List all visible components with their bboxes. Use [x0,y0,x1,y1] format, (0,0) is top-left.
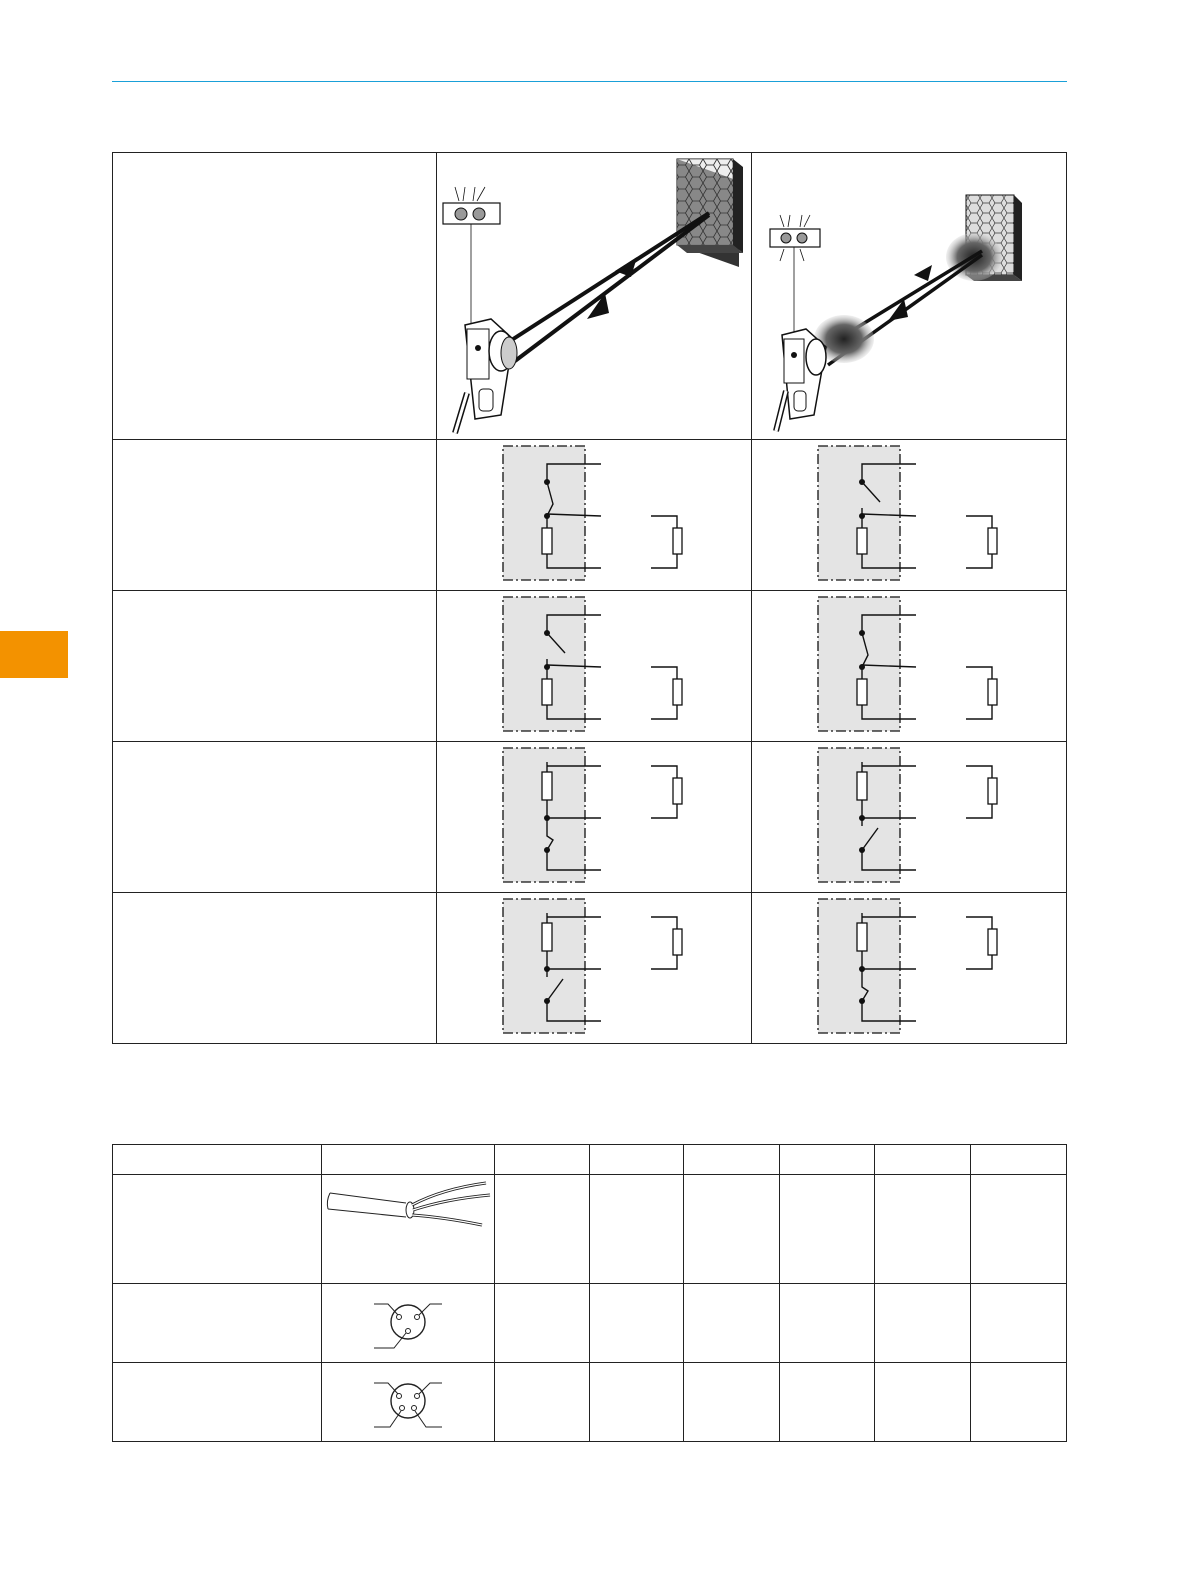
switching-circuit [437,591,751,741]
switching-circuit [437,440,751,590]
switching-circuit [752,893,1066,1043]
table-cell [113,1175,322,1284]
row-label [113,742,437,893]
table-cell [321,1175,494,1284]
circuit-cell [437,440,752,591]
table-row [113,440,1067,591]
header-rule [112,81,1067,82]
table-cell [589,1284,684,1363]
table-cell [780,1284,875,1363]
sensor-beam-clear-figure [437,153,751,439]
table-cell [494,1175,589,1284]
table-cell [589,1363,684,1442]
header-cell [589,1145,684,1175]
table-cell [971,1363,1067,1442]
connection-table [112,1144,1067,1442]
table-cell [684,1363,780,1442]
table-cell [971,1284,1067,1363]
header-cell [875,1145,971,1175]
header-cell [494,1145,589,1175]
table-row [113,1363,1067,1442]
row-label [113,440,437,591]
header-cell [971,1145,1067,1175]
table-cell [875,1175,971,1284]
cable-icon [322,1175,494,1235]
table-row [113,893,1067,1044]
table-row [113,591,1067,742]
table-row [113,742,1067,893]
switching-circuit [752,440,1066,590]
header-cell [321,1145,494,1175]
table-cell [494,1363,589,1442]
figure-cell [437,153,752,440]
table-cell [684,1284,780,1363]
switching-circuit [437,893,751,1043]
circuit-cell [437,591,752,742]
table-cell [971,1175,1067,1284]
connector-3pin-icon [322,1284,494,1362]
header-cell [780,1145,875,1175]
table-cell [684,1175,780,1284]
table-cell [780,1363,875,1442]
table-cell [113,1363,322,1442]
switching-circuit [752,742,1066,892]
table-cell [780,1175,875,1284]
table-cell [875,1284,971,1363]
table-row [113,1284,1067,1363]
circuit-cell [437,742,752,893]
sensing-table [112,152,1067,1044]
circuit-cell [752,893,1067,1044]
row-label [113,893,437,1044]
circuit-cell [752,742,1067,893]
circuit-cell [752,591,1067,742]
circuit-cell [752,440,1067,591]
sensor-beam-smoke-figure [752,153,1066,439]
table-cell [589,1175,684,1284]
chapter-tab [0,631,68,678]
table-cell [321,1363,494,1442]
row-label [113,591,437,742]
switching-circuit [437,742,751,892]
table-cell [875,1363,971,1442]
switching-circuit [752,591,1066,741]
circuit-cell [437,893,752,1044]
header-cell [113,1145,322,1175]
row-label [113,153,437,440]
table-cell [494,1284,589,1363]
table-row [113,153,1067,440]
table-row [113,1175,1067,1284]
header-cell [684,1145,780,1175]
connector-4pin-icon [322,1363,494,1441]
table-cell [321,1284,494,1363]
table-cell [113,1284,322,1363]
table-header-row [113,1145,1067,1175]
figure-cell [752,153,1067,440]
